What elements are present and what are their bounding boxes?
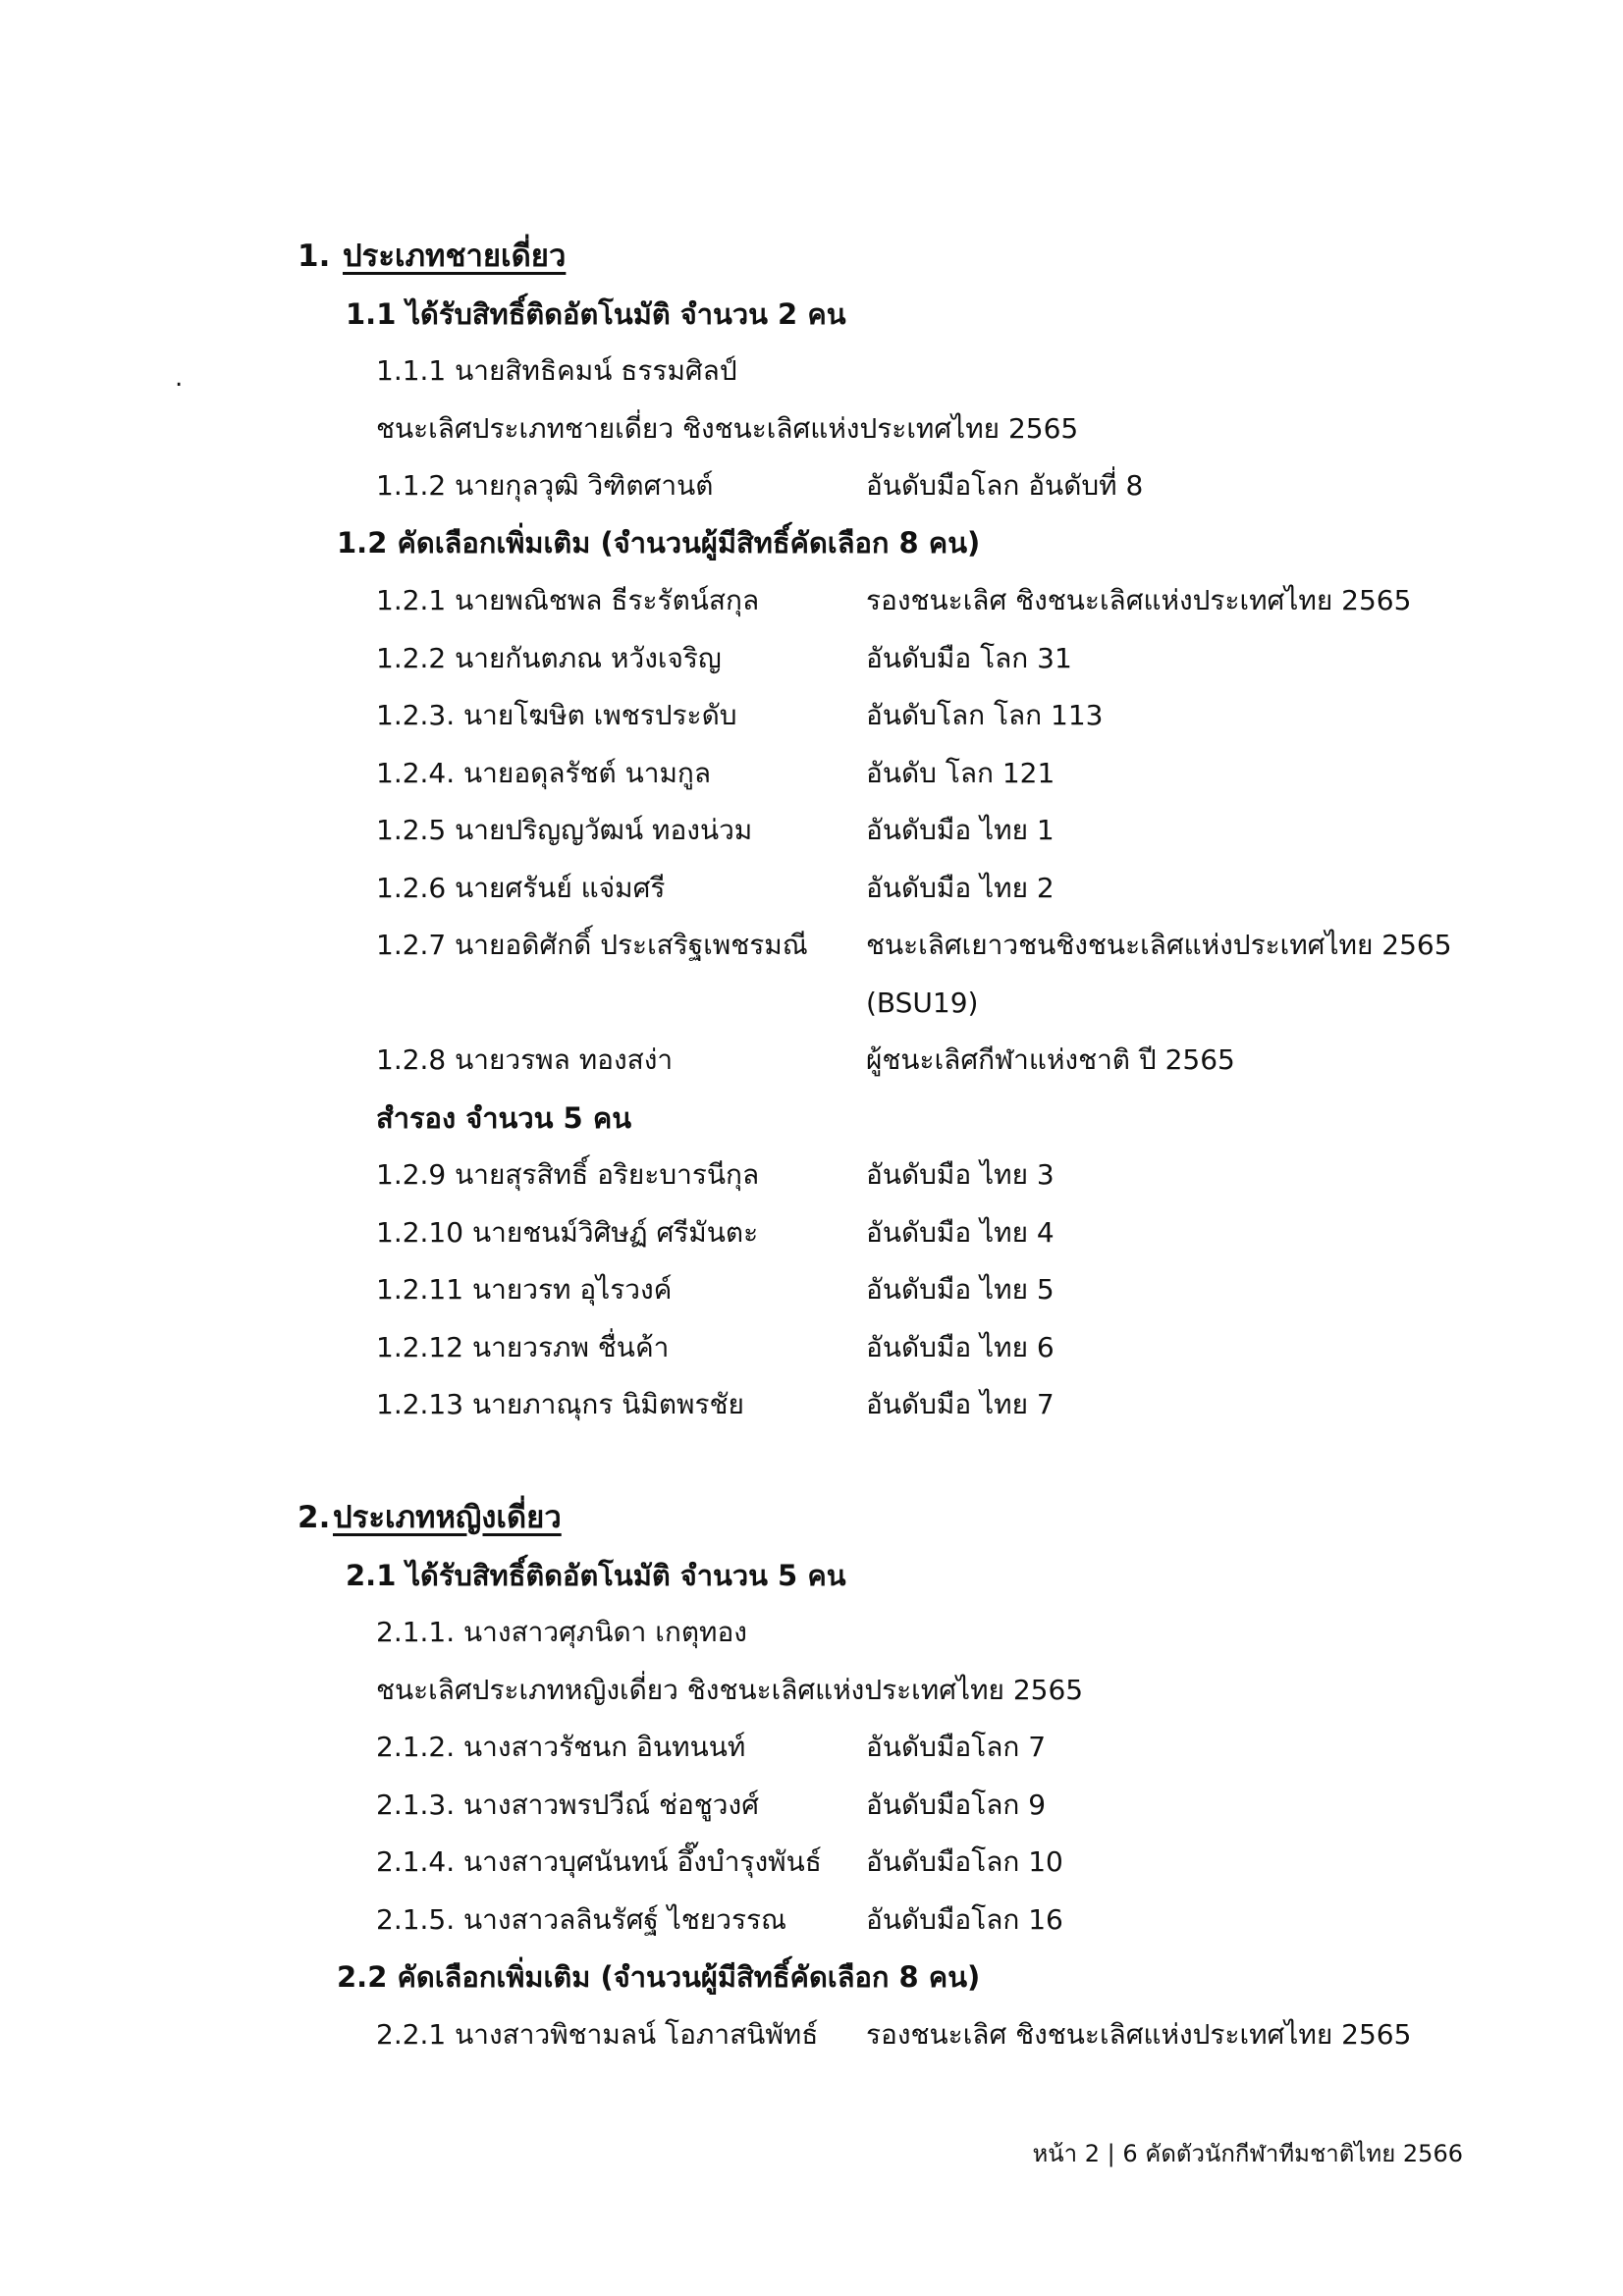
list-item bbox=[376, 469, 1144, 503]
item-detail: รองชนะเลิศ ชิงชนะเลิศแห่งประเทศไทย 2565 bbox=[866, 2018, 1412, 2051]
item-label: 1.2.2 นายกันตภณ หวังเจริญ bbox=[376, 642, 722, 674]
subsection-1-1-heading: 1.1 ได้รับสิทธิ์ติดอัตโนมัติ จำนวน 2 คน bbox=[346, 297, 846, 331]
section-title: ประเภทชายเดี่ยว bbox=[343, 239, 567, 274]
item-detail: อันดับมือ ไทย 7 bbox=[866, 1388, 1055, 1420]
item-detail: อันดับมือโลก 7 bbox=[866, 1731, 1047, 1763]
section-title: ประเภทหญิงเดี่ยว bbox=[333, 1500, 562, 1535]
list-item bbox=[376, 584, 1412, 617]
item-detail: อันดับมือ ไทย 6 bbox=[866, 1331, 1055, 1363]
item-label: 1.2.12 นายวรภพ ชื่นค้า bbox=[376, 1331, 670, 1363]
list-item bbox=[376, 1388, 1055, 1421]
list-item bbox=[376, 412, 1078, 446]
list-item bbox=[376, 354, 737, 388]
list-item bbox=[376, 1903, 1063, 1937]
subsection-2-1-heading: 2.1 ได้รับสิทธิ์ติดอัตโนมัติ จำนวน 5 คน bbox=[346, 1559, 846, 1592]
item-detail: อันดับมือ ไทย 3 bbox=[866, 1158, 1055, 1191]
item-label: 1.2.6 นายศรันย์ แจ่มศรี bbox=[376, 872, 666, 904]
item-label: 2.1.2. นางสาวรัชนก อินทนนท์ bbox=[376, 1731, 746, 1763]
list-item bbox=[376, 872, 1055, 905]
item-detail: อันดับ โลก 121 bbox=[866, 757, 1055, 789]
item-label: 2.1.3. นางสาวพรปวีณ์ ช่อชูวงศ์ bbox=[376, 1789, 759, 1821]
item-detail: อันดับโลก โลก 113 bbox=[866, 699, 1104, 731]
item-label: 2.1.5. นางสาวลลินรัศฐ์ ไชยวรรณ bbox=[376, 1903, 787, 1936]
subsection-2-2-heading: 2.2 คัดเลือกเพิ่มเติม (จำนวนผู้มีสิทธิ์คัดเลือก 8 คน) bbox=[337, 1960, 981, 1994]
list-item bbox=[376, 1216, 1055, 1250]
stray-mark: . bbox=[175, 363, 184, 393]
item-label: 1.2.7 นายอดิศักดิ์ ประเสริฐเพชรมณี bbox=[376, 929, 808, 961]
list-item bbox=[376, 1158, 1055, 1192]
item-detail: อันดับมือ ไทย 5 bbox=[866, 1273, 1055, 1306]
list-item bbox=[376, 1616, 747, 1649]
item-label: 2.1.4. นางสาวบุศนันทน์ อึ๊งบำรุงพันธ์ bbox=[376, 1845, 822, 1878]
list-item bbox=[376, 929, 1452, 962]
item-detail: อันดับมือโลก อันดับที่ 8 bbox=[866, 469, 1144, 502]
item-detail: รองชนะเลิศ ชิงชนะเลิศแห่งประเทศไทย 2565 bbox=[866, 584, 1412, 616]
reserve-heading: สำรอง จำนวน 5 คน bbox=[376, 1101, 632, 1135]
item-label: ชนะเลิศประเภทหญิงเดี่ยว ชิงชนะเลิศแห่งประเทศไทย 2565 bbox=[376, 1674, 1084, 1706]
item-detail: อันดับมือ โลก 31 bbox=[866, 642, 1072, 674]
item-label: 2.2.1 นางสาวพิชามลน์ โอภาสนิพัทธ์ bbox=[376, 2018, 819, 2051]
section-number: 1. bbox=[298, 239, 331, 274]
item-detail: อันดับมือโลก 16 bbox=[866, 1903, 1063, 1936]
item-label: 1.2.9 นายสุรสิทธิ์ อริยะบารนีกุล bbox=[376, 1158, 760, 1191]
item-label: 1.2.4. นายอดุลรัชต์ นามกูล bbox=[376, 757, 712, 789]
item-label: 1.1.1 นายสิทธิคมน์ ธรรมศิลป์ bbox=[376, 354, 737, 387]
item-label: 1.2.1 นายพณิชพล ธีระรัตน์สกุล bbox=[376, 584, 760, 616]
list-item bbox=[376, 757, 1055, 790]
list-item bbox=[376, 2018, 1412, 2052]
item-detail: อันดับมือ ไทย 4 bbox=[866, 1216, 1055, 1249]
item-detail: ชนะเลิศเยาวชนชิงชนะเลิศแห่งประเทศไทย 2565 bbox=[866, 929, 1452, 961]
subsection-1-2-heading: 1.2 คัดเลือกเพิ่มเติม (จำนวนผู้มีสิทธิ์คัดเลือก 8 คน) bbox=[337, 526, 981, 560]
item-label: 1.2.5 นายปริญญวัฒน์ ทองน่วม bbox=[376, 814, 753, 846]
item-detail: ผู้ชนะเลิศกีฬาแห่งชาติ ปี 2565 bbox=[866, 1043, 1235, 1076]
item-detail: อันดับมือโลก 9 bbox=[866, 1789, 1047, 1821]
item-label: 1.1.2 นายกุลวุฒิ วิฑิตศานต์ bbox=[376, 469, 714, 502]
item-label: 1.2.11 นายวรท อุไรวงค์ bbox=[376, 1273, 673, 1306]
list-item bbox=[376, 1731, 1047, 1764]
item-label: ชนะเลิศประเภทชายเดี่ยว ชิงชนะเลิศแห่งประเทศไทย 2565 bbox=[376, 412, 1079, 445]
list-item bbox=[376, 1331, 1055, 1364]
list-item bbox=[376, 642, 1072, 675]
item-label: 1.2.10 นายชนม์วิศิษฏ์ ศรีมันตะ bbox=[376, 1216, 759, 1249]
list-item bbox=[376, 1043, 1235, 1077]
page-footer: หน้า 2 | 6 คัดตัวนักกีฬาทีมชาติไทย 2566 bbox=[1032, 2140, 1463, 2167]
list-item bbox=[376, 1273, 1055, 1307]
section-1-heading bbox=[298, 239, 566, 275]
item-detail: อันดับมือ ไทย 1 bbox=[866, 814, 1055, 846]
section-2-heading bbox=[298, 1500, 562, 1536]
item-label: 1.2.13 นายภาณุกร นิมิตพรชัย bbox=[376, 1388, 744, 1420]
item-detail: อันดับมือ ไทย 2 bbox=[866, 872, 1055, 904]
item-label: 1.2.3. นายโฆษิต เพชรประดับ bbox=[376, 699, 737, 731]
section-number: 2. bbox=[298, 1500, 331, 1535]
list-item bbox=[376, 814, 1055, 847]
item-detail: อันดับมือโลก 10 bbox=[866, 1845, 1063, 1878]
item-detail: (BSU19) bbox=[866, 987, 979, 1019]
list-item bbox=[376, 699, 1104, 732]
item-label: 2.1.1. นางสาวศุภนิดา เกตุทอง bbox=[376, 1616, 747, 1648]
list-item bbox=[376, 1845, 1063, 1879]
list-item bbox=[376, 1674, 1083, 1707]
list-item bbox=[376, 1789, 1047, 1822]
item-label: 1.2.8 นายวรพล ทองสง่า bbox=[376, 1043, 674, 1076]
